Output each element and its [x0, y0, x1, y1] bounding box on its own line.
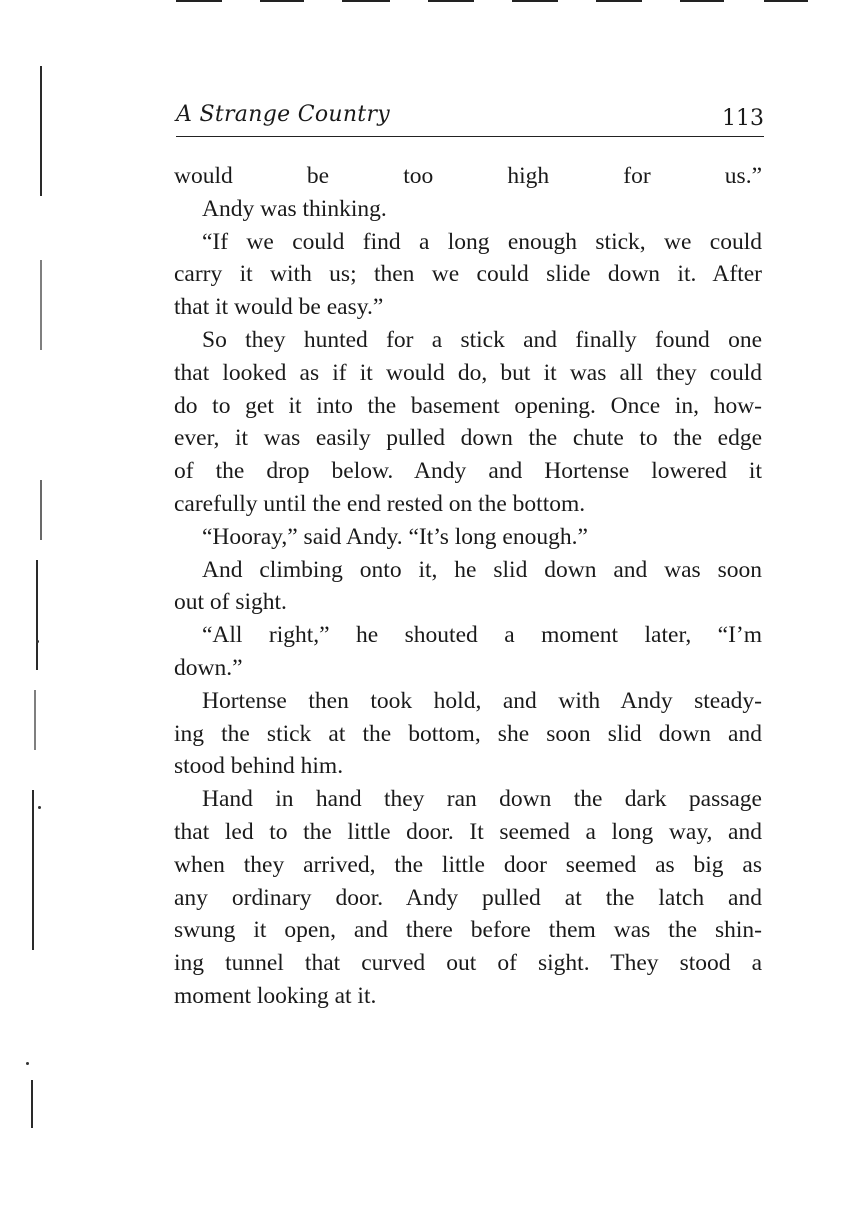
binding-edge-line — [34, 690, 36, 750]
scan-edge-mark — [260, 0, 304, 2]
scan-edge-mark — [680, 0, 724, 2]
binding-edge-speck — [36, 640, 39, 643]
text-line: stood behind him. — [174, 753, 344, 780]
running-head-title: A Strange Country — [176, 102, 390, 127]
text-line: of the drop below. Andy and Hortense lowered it — [174, 458, 762, 485]
text-line: Hortense then took hold, and with Andy steady- — [202, 687, 762, 714]
text-line: ing tunnel that curved out of sight. They stood a — [174, 950, 762, 977]
text-line: down.” — [174, 654, 243, 681]
scan-edge-mark — [176, 0, 222, 2]
binding-edge-line — [31, 1080, 33, 1128]
scan-edge-mark — [512, 0, 558, 2]
binding-edge-line — [36, 560, 38, 670]
text-line: do to get it into the basement opening. Once in, how- — [174, 392, 762, 419]
text-line: And climbing onto it, he slid down and was soon — [202, 556, 762, 583]
page-number: 113 — [722, 106, 764, 131]
binding-edge-line — [32, 790, 34, 950]
scan-edge-mark — [764, 0, 808, 2]
text-line: that looked as if it would do, but it was all they could — [174, 359, 762, 386]
body-text — [174, 160, 762, 1013]
binding-edge-line — [40, 260, 42, 350]
scan-edge-mark — [342, 0, 390, 2]
text-line: that led to the little door. It seemed a long way, and — [174, 818, 762, 845]
text-line: “Hooray,” said Andy. “It’s long enough.” — [202, 523, 588, 550]
text-line: Hand in hand they ran down the dark passage — [202, 786, 762, 813]
binding-edge-speck — [26, 1062, 29, 1065]
text-line: ever, it was easily pulled down the chute to the edge — [174, 425, 762, 452]
text-line: carefully until the end rested on the bottom. — [174, 490, 586, 517]
text-line: Andy was thinking. — [202, 195, 387, 222]
text-line: any ordinary door. Andy pulled at the latch and — [174, 884, 762, 911]
text-line: “If we could find a long enough stick, we could — [202, 228, 762, 255]
text-line: when they arrived, the little door seemed as big as — [174, 851, 762, 878]
scan-edge-mark — [596, 0, 642, 2]
binding-edge-line — [40, 66, 42, 196]
binding-edge-speck — [38, 806, 41, 809]
text-line: So they hunted for a stick and finally found one — [202, 326, 762, 353]
binding-edge-line — [40, 480, 42, 540]
text-line: out of sight. — [174, 589, 287, 616]
text-line: swung it open, and there before them was the shin- — [174, 917, 762, 944]
text-line: carry it with us; then we could slide down it. After — [174, 261, 762, 288]
text-line: that it would be easy.” — [174, 294, 384, 321]
scan-edge-mark — [428, 0, 474, 2]
text-line: ing the stick at the bottom, she soon slid down and — [174, 720, 762, 747]
text-line: would be too high for us.” — [174, 163, 762, 189]
text-line: “All right,” he shouted a moment later, “I’m — [202, 622, 762, 649]
page-header — [176, 100, 764, 137]
text-line: moment looking at it. — [174, 982, 377, 1009]
